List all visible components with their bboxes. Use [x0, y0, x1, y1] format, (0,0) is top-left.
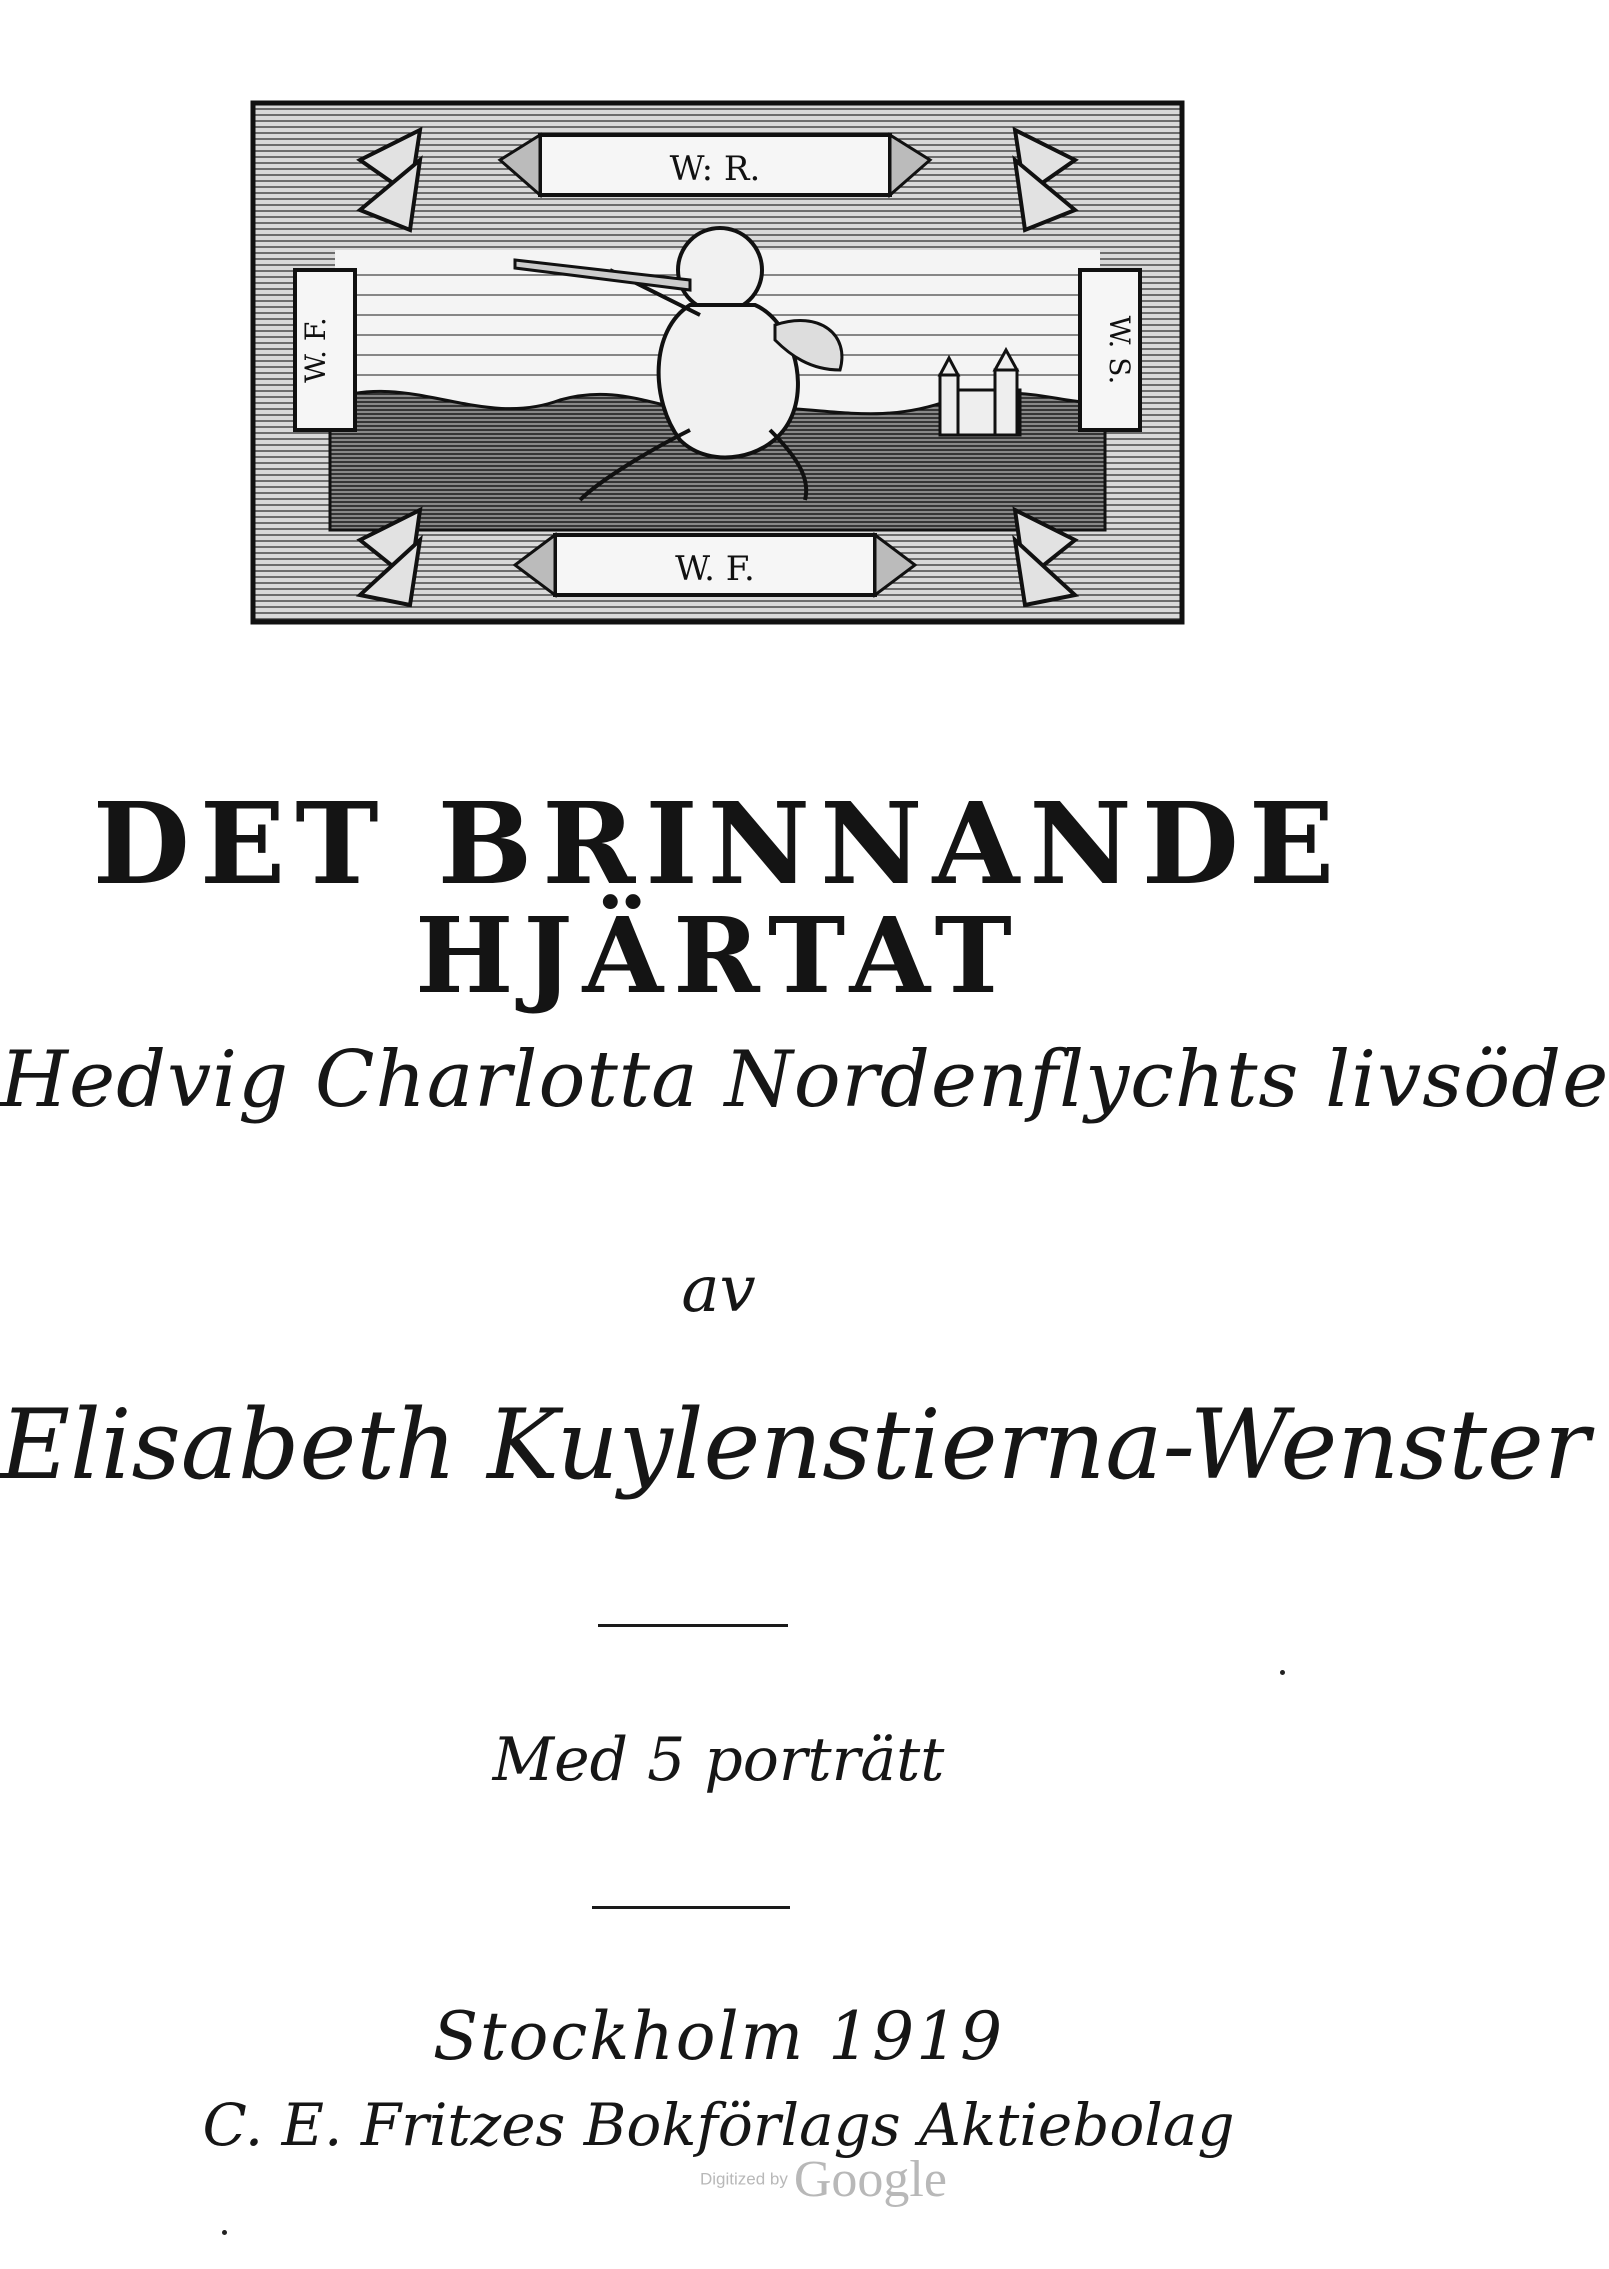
ribbon-bottom-text: W. F.	[675, 549, 755, 589]
subtitle: Hedvig Charlotta Nordenflychts livsöde	[0, 1035, 1609, 1125]
cherub-engraving	[250, 100, 1185, 625]
watermark-logo: Google	[793, 2151, 947, 2208]
imprint-place-year: Stockholm 1919	[432, 1998, 1005, 2075]
author-name: Elisabeth Kuylenstierna-Wenster	[0, 1389, 1590, 1501]
divider-rule	[598, 1624, 788, 1627]
ribbon-left-text: W. F.	[299, 317, 332, 383]
portraits-note: Med 5 porträtt	[492, 1725, 945, 1795]
digitization-watermark	[700, 2150, 1000, 2230]
by-line: av	[681, 1253, 756, 1327]
imprint-publisher: C. E. Fritzes Bokförlags Aktiebolag	[202, 2091, 1235, 2159]
watermark-prefix: Digitized by	[700, 2169, 788, 2189]
ribbon-right-text: W. S.	[1103, 315, 1136, 385]
engraved-vignette	[250, 100, 1185, 625]
ribbon-top-text: W: R.	[669, 149, 761, 189]
title-line-2: HJÄRTAT	[415, 894, 1022, 1017]
ink-speck	[222, 2230, 227, 2235]
divider-rule	[592, 1906, 790, 1909]
title-line-1: DET BRINNANDE	[92, 779, 1345, 910]
ink-speck	[1280, 1670, 1285, 1675]
